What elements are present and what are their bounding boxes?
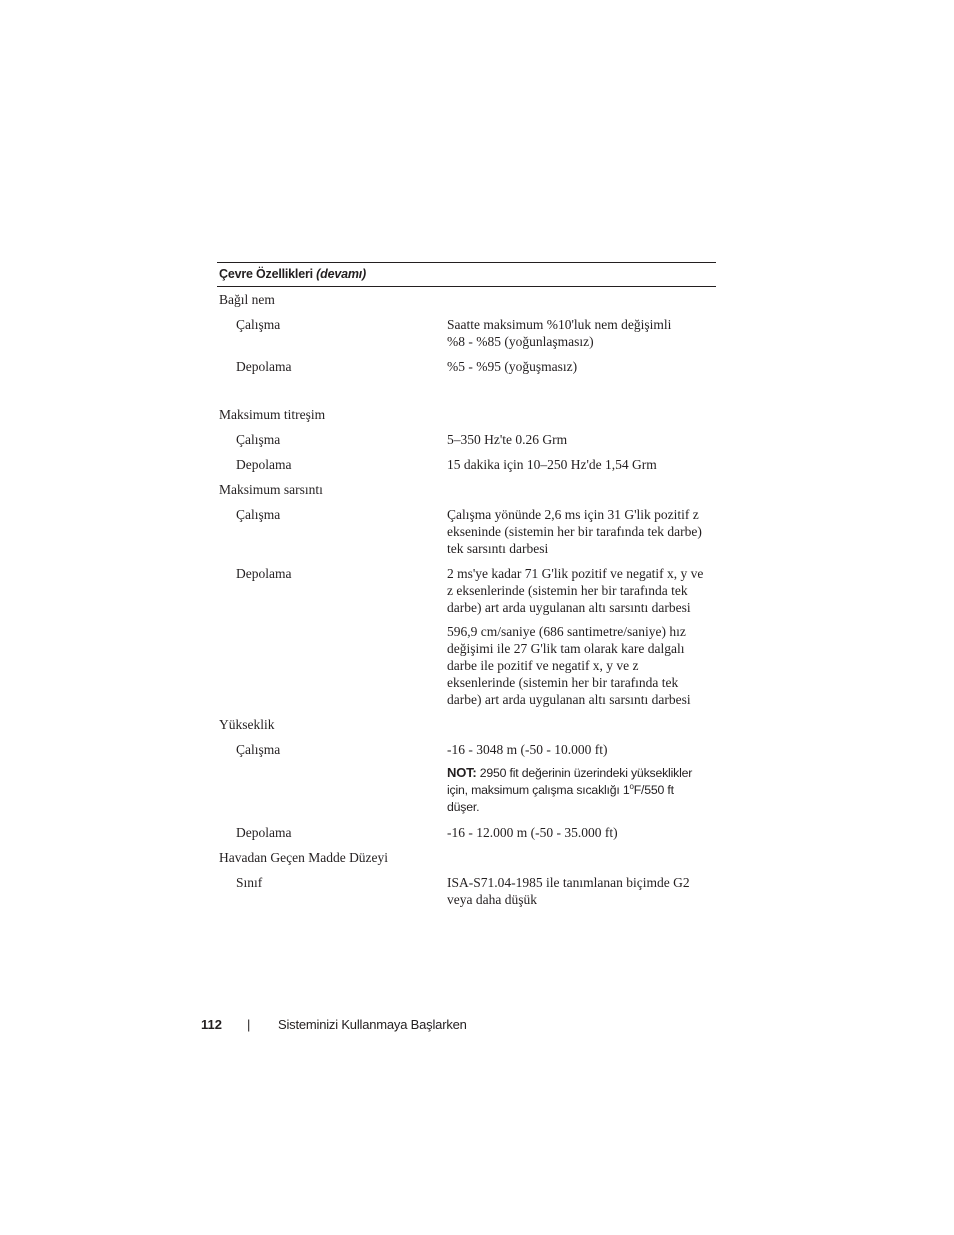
humidity-operating-label: Çalışma xyxy=(236,317,281,332)
note-line-2 xyxy=(447,782,692,799)
shock-operating-label: Çalışma xyxy=(236,507,281,522)
shock-storage-value-1: 2 ms'ye kadar 71 G'lik pozitif ve negatif x, y ve xyxy=(447,566,704,581)
table-title: Çevre Özellikleri xyxy=(219,267,313,281)
shock-storage-value2-5: darbe) art arda uygulanan altı sarsıntı darbesi xyxy=(447,692,691,707)
airborne-class-label: Sınıf xyxy=(236,875,263,890)
airborne-label: Havadan Geçen Madde Düzeyi xyxy=(219,850,389,865)
note-text-1: 2950 fit değerinin üzerindeki yükseklikler xyxy=(479,766,693,780)
footer-separator: | xyxy=(247,1017,251,1032)
degree-mark: o xyxy=(629,782,634,791)
shock-storage-value2-1: 596,9 cm/saniye (686 santimetre/saniye) hız xyxy=(447,624,686,639)
airborne-class-value-1: ISA-S71.04-1985 ile tanımlanan biçimde G2 xyxy=(447,875,690,890)
airborne-class-value-2: veya daha düşük xyxy=(447,892,537,907)
humidity-label: Bağıl nem xyxy=(219,292,275,307)
humidity-storage-label: Depolama xyxy=(236,359,292,374)
humidity-storage-value: %5 - %95 (yoğuşmasız) xyxy=(447,359,578,374)
shock-storage-value-2: z eksenlerinde (sistemin her bir tarafında tek xyxy=(447,583,688,598)
vibration-storage-value: 15 dakika için 10–250 Hz'de 1,54 Grm xyxy=(447,457,657,472)
shock-storage-label: Depolama xyxy=(236,566,292,581)
vibration-operating-value: 5–350 Hz'te 0.26 Grm xyxy=(447,432,568,447)
altitude-storage-label: Depolama xyxy=(236,825,292,840)
shock-operating-value-3: tek sarsıntı darbesi xyxy=(447,541,549,556)
shock-label: Maksimum sarsıntı xyxy=(219,482,323,497)
humidity-operating-value-1: Saatte maksimum %10'luk nem değişimli xyxy=(447,317,672,332)
vibration-label: Maksimum titreşim xyxy=(219,407,326,422)
altitude-storage-value: -16 - 12.000 m (-50 - 35.000 ft) xyxy=(447,825,618,840)
note-label: NOT: xyxy=(447,765,477,780)
shock-storage-value2-3: darbe ile pozitif ve negatif x, y ve z xyxy=(447,658,639,673)
vibration-operating-label: Çalışma xyxy=(236,432,281,447)
altitude-note xyxy=(447,764,692,816)
spec-table xyxy=(217,262,716,287)
table-header xyxy=(217,262,716,287)
page-number: 112 xyxy=(201,1017,222,1032)
note-line-3: düşer. xyxy=(447,800,480,814)
altitude-operating-value: -16 - 3048 m (-50 - 10.000 ft) xyxy=(447,742,608,757)
shock-storage-value2-2: değişimi ile 27 G'lik tam olarak kare dalgalı xyxy=(447,641,685,656)
shock-storage-value2-4: eksenlerinde (sistemin her bir tarafında tek xyxy=(447,675,679,690)
altitude-label: Yükseklik xyxy=(219,717,275,732)
humidity-operating-value-2: %8 - %85 (yoğunlaşmasız) xyxy=(447,334,594,349)
shock-storage-value-3: darbe) art arda uygulanan altı sarsıntı darbesi xyxy=(447,600,691,615)
footer-title: Sisteminizi Kullanmaya Başlarken xyxy=(278,1017,467,1032)
table-title-suffix: (devamı) xyxy=(316,267,366,281)
note-text-2a: için, maksimum çalışma sıcaklığı 1 xyxy=(447,783,630,797)
vibration-storage-label: Depolama xyxy=(236,457,292,472)
note-line-1 xyxy=(447,764,692,782)
shock-operating-value-2: ekseninde (sistemin her bir tarafında tek darbe) xyxy=(447,524,702,539)
note-text-2b: F/550 ft xyxy=(633,783,674,797)
altitude-operating-label: Çalışma xyxy=(236,742,281,757)
shock-operating-value-1: Çalışma yönünde 2,6 ms için 31 G'lik pozitif z xyxy=(447,507,699,522)
